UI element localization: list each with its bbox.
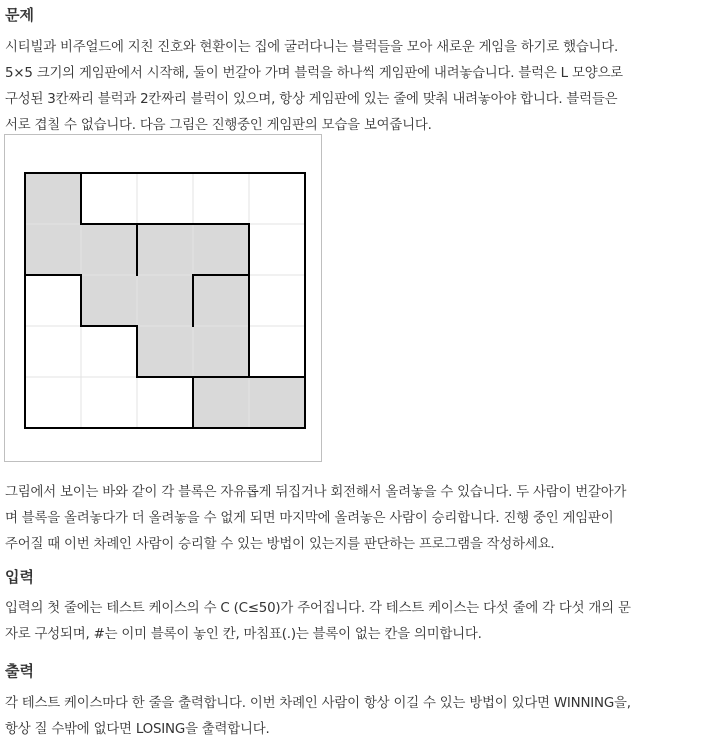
- board-cell-empty: [25, 275, 81, 326]
- rules-line: 그림에서 보이는 바와 같이 각 블록은 자유롭게 뒤집거나 회전해서 올려놓을 수 있습니다. 두 사람이 번갈아가: [5, 485, 627, 500]
- problem-line: 구성된 3칸짜리 블럭과 2칸짜리 블럭이 있으며, 항상 게임판에 있는 줄에 맞춰 내려놓아야 합니다. 블럭들은: [5, 92, 618, 107]
- board-cell-filled: [25, 173, 81, 224]
- board-cell-filled: [137, 275, 193, 326]
- board-cell-filled: [25, 224, 81, 275]
- output-line: 각 테스트 케이스마다 한 줄을 출력합니다. 이번 차례인 사람이 항상 이길 수 있는 방법이 있다면 WINNING을,: [5, 696, 631, 711]
- rules-line: 며 블록을 올려놓다가 더 올려놓을 수 없게 되면 마지막에 올려놓은 사람이 승리합니다. 진행 중인 게임판이: [5, 511, 614, 526]
- board-cell-filled: [137, 326, 193, 377]
- board-cell-empty: [81, 377, 137, 428]
- board-cell-filled: [193, 326, 249, 377]
- output-line: 항상 질 수밖에 없다면 LOSING을 출력합니다.: [5, 722, 270, 737]
- problem-line: 서로 겹칠 수 없습니다. 다음 그림은 진행중인 게임판의 모습을 보여줍니다.: [5, 118, 432, 133]
- game-board: [5, 135, 321, 461]
- input-description: [5, 596, 717, 648]
- problem-description: [5, 35, 717, 139]
- board-cell-filled: [193, 377, 249, 428]
- board-cell-empty: [249, 224, 305, 275]
- board-cell-empty: [137, 173, 193, 224]
- board-cell-empty: [137, 377, 193, 428]
- board-cell-filled: [249, 377, 305, 428]
- problem-line: 5×5 크기의 게임판에서 시작해, 둘이 번갈아 가며 블럭을 하나씩 게임판에 내려놓습니다. 블럭은 L 모양으로: [5, 66, 623, 81]
- problem-rules: [5, 480, 717, 558]
- board-cell-filled: [193, 224, 249, 275]
- problem-heading: 문제: [5, 6, 34, 24]
- output-heading: 출력: [5, 662, 34, 680]
- board-cell-empty: [249, 326, 305, 377]
- rules-line: 주어질 때 이번 차례인 사람이 승리할 수 있는 방법이 있는지를 판단하는 프로그램을 작성하세요.: [5, 537, 555, 552]
- board-cell-empty: [25, 326, 81, 377]
- board-cell-empty: [25, 377, 81, 428]
- board-cell-filled: [81, 224, 137, 275]
- input-line: 입력의 첫 줄에는 테스트 케이스의 수 C (C≤50)가 주어집니다. 각 테스트 케이스는 다섯 줄에 각 다섯 개의 문: [5, 601, 631, 616]
- game-board-figure: [4, 134, 322, 462]
- board-cell-empty: [193, 173, 249, 224]
- output-description: [5, 691, 717, 743]
- input-line: 자로 구성되며, #는 이미 블록이 놓인 칸, 마침표(.)는 블록이 없는 칸을 의미합니다.: [5, 627, 482, 642]
- board-cell-filled: [81, 275, 137, 326]
- input-heading: 입력: [5, 568, 34, 586]
- board-cell-empty: [81, 173, 137, 224]
- problem-line: 시티빌과 비주얼드에 지친 진호와 현환이는 집에 굴러다니는 블럭들을 모아 새로운 게임을 하기로 했습니다.: [5, 40, 619, 55]
- board-cell-empty: [249, 275, 305, 326]
- board-cell-empty: [81, 326, 137, 377]
- board-cell-filled: [137, 224, 193, 275]
- board-cell-empty: [249, 173, 305, 224]
- board-cell-filled: [193, 275, 249, 326]
